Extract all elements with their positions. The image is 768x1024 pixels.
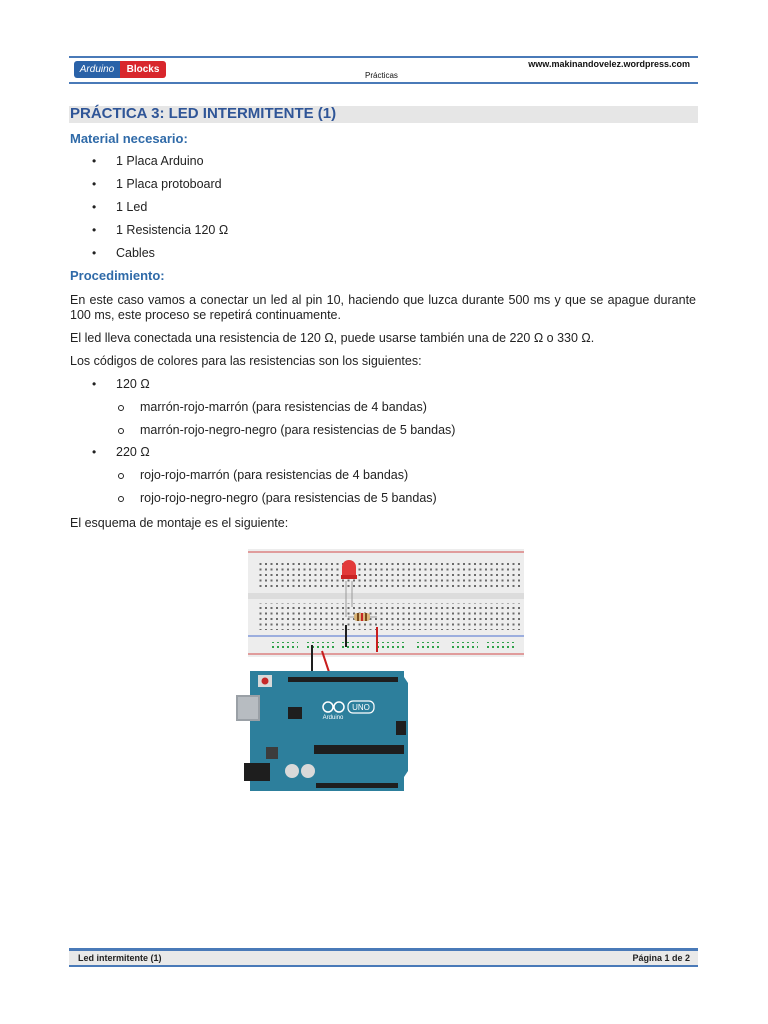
material-item: 1 Placa Arduino	[116, 154, 204, 168]
color-code-item: marrón-rojo-marrón (para resistencias de 4 bandas)	[140, 400, 427, 414]
color-code-item: rojo-rojo-negro-negro (para resistencias de 5 bandas)	[140, 491, 437, 505]
procedure-paragraph-2: El led lleva conectada una resistencia de 120 Ω, puede usarse también una de 220 Ω o 330 Ω.	[70, 331, 595, 345]
procedure-paragraph-3: Los códigos de colores para las resistencias son los siguientes:	[70, 354, 422, 368]
arduino-board	[236, 671, 408, 791]
logo-left-text: Arduino	[74, 61, 120, 78]
page-title: PRÁCTICA 3: LED INTERMITENTE (1)	[70, 105, 337, 122]
sub-bullet-icon	[118, 405, 124, 411]
footer-page-number: Página 1 de 2	[632, 953, 690, 963]
resistor-120-label: 120 Ω	[116, 377, 150, 391]
procedure-paragraph-4: El esquema de montaje es el siguiente:	[70, 516, 289, 530]
sub-bullet-icon	[118, 496, 124, 502]
bullet-icon: •	[92, 246, 97, 260]
bullet-icon: •	[92, 223, 97, 237]
header-top-rule	[69, 56, 698, 58]
arduinoblocks-logo	[74, 61, 166, 78]
footer-document-name: Led intermitente (1)	[78, 953, 162, 963]
color-code-item: rojo-rojo-marrón (para resistencias de 4 bandas)	[140, 468, 409, 482]
board-model-label: UNO	[352, 703, 370, 712]
sub-bullet-icon	[118, 428, 124, 434]
bullet-icon: •	[92, 177, 97, 191]
website-link[interactable]: www.makinandovelez.wordpress.com	[528, 59, 690, 69]
bullet-icon: •	[92, 154, 97, 168]
section-label: Prácticas	[365, 71, 398, 80]
breadboard	[248, 549, 524, 657]
header-bottom-rule	[69, 82, 698, 84]
color-code-item: marrón-rojo-negro-negro (para resistencias de 5 bandas)	[140, 423, 456, 437]
bullet-icon: •	[92, 200, 97, 214]
wiring-diagram	[236, 545, 526, 802]
sub-bullet-icon	[118, 473, 124, 479]
bullet-icon: •	[92, 445, 97, 459]
procedure-heading: Procedimiento:	[70, 268, 165, 283]
material-item: Cables	[116, 246, 155, 260]
material-item: 1 Resistencia 120 Ω	[116, 223, 229, 237]
material-item: 1 Placa protoboard	[116, 177, 222, 191]
material-item: 1 Led	[116, 200, 148, 214]
resistor-220-label: 220 Ω	[116, 445, 150, 459]
procedure-paragraph-1: En este caso vamos a conectar un led al pin 10, haciendo que luzca durante 500 ms y que se apague durante 100 ms, este proceso se repetirá continuamente.	[70, 293, 696, 322]
board-brand-label: Arduino	[322, 715, 344, 721]
footer-bottom-rule	[69, 965, 698, 967]
logo-right-text: Blocks	[120, 61, 166, 78]
footer-background	[69, 951, 698, 965]
material-heading: Material necesario:	[70, 131, 188, 146]
bullet-icon: •	[92, 377, 97, 391]
